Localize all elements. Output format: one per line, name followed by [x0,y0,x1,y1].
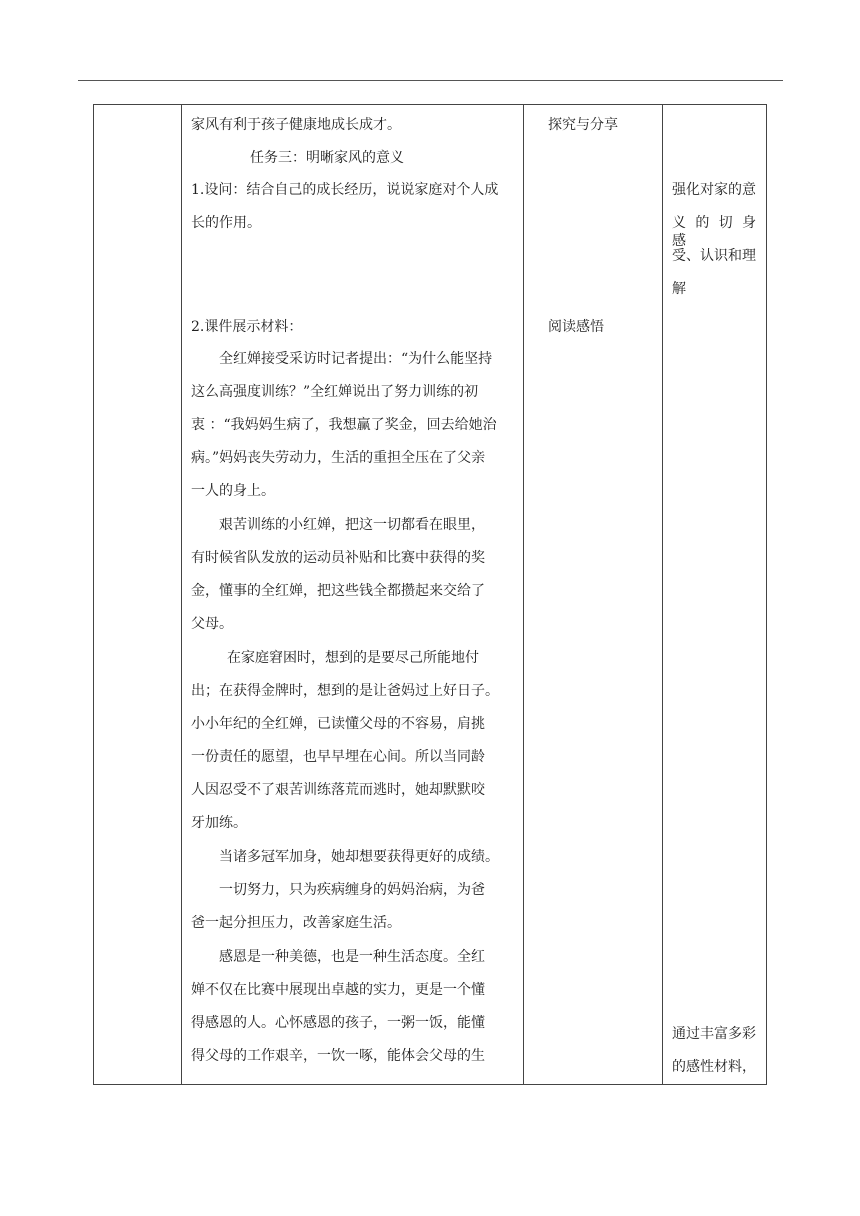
para6-line2: 婵不仅在比赛中展现出卓越的实力，更是一个懂 [191,982,485,998]
para1-line4: 病。”妈妈丧失劳动力，生活的重担全压在了父亲 [191,450,486,466]
para3-line4: 一份责任的愿望，也早早埋在心间。所以当同龄 [191,749,485,765]
para1-line5: 一人的身上。 [191,483,275,499]
para3-line5: 人因忍受不了艰苦训练落荒而逃时，她却默默咬 [191,782,485,798]
para1-line1: 全红婵接受采访时记者提出：“为什么能坚持 [219,351,493,367]
task-title: 任务三：明晰家风的意义 [250,150,404,166]
material-heading: 2.课件展示材料： [191,319,303,335]
para1-line3: 衷 ：“我妈妈生病了，我想赢了奖金，回去给她治 [191,417,497,433]
lesson-plan-table [93,104,767,1085]
intent1-line3: 受、认识和理 [672,248,756,264]
header-rule [78,80,783,81]
question-1-line-2: 长的作用。 [191,215,261,231]
activity-reading-reflection: 阅读感悟 [548,319,604,335]
para5-line1: 一切努力，只为疾病缠身的妈妈治病，为爸 [219,882,485,898]
para3-line2: 出；在获得金牌时，想到的是让爸妈过上好日子。 [191,683,499,699]
intent1-line2: 义 的 切 身 感 [672,215,756,249]
intent-cell [663,105,767,1085]
intent1-line1: 强化对家的意 [672,182,756,198]
para2-line1: 艰苦训练的小红婵，把这一切都看在眼里， [219,517,485,533]
stage-cell [94,105,182,1085]
content-cell [182,105,524,1085]
para3-line6: 牙加练。 [191,815,247,831]
para5-line2: 爸一起分担压力，改善家庭生活。 [191,915,401,931]
para3-line1: 在家庭窘困时，想到的是要尽己所能地付 [227,650,479,666]
para6-line3: 得感恩的人。心怀感恩的孩子，一粥一饭，能懂 [191,1015,485,1031]
question-1-line-1: 1.设问：结合自己的成长经历，说说家庭对个人成 [191,182,499,198]
para2-line3: 金，懂事的全红婵，把这些钱全都攒起来交给了 [191,583,485,599]
activity-cell [524,105,663,1085]
intent1-line4: 解 [672,281,686,297]
para3-line3: 小小年纪的全红婵，已读懂父母的不容易，肩挑 [191,716,485,732]
para6-line1: 感恩是一种美德，也是一种生活态度。全红 [219,949,485,965]
para2-line2: 有时候省队发放的运动员补贴和比赛中获得的奖 [191,550,485,566]
activity-explore-share: 探究与分享 [548,117,618,133]
para2-line4: 父母。 [191,616,233,632]
intent2-line2: 的感性材料， [672,1059,756,1075]
para6-line4: 得父母的工作艰辛，一饮一啄，能体会父母的生 [191,1048,485,1064]
intent2-line1: 通过丰富多彩 [672,1026,756,1042]
intro-tail-text: 家风有利于孩子健康地成长成才。 [191,117,401,133]
para1-line2: 这么高强度训练？”全红婵说出了努力训练的初 [191,384,479,400]
para4-line1: 当诸多冠军加身，她却想要获得更好的成绩。 [219,849,499,865]
